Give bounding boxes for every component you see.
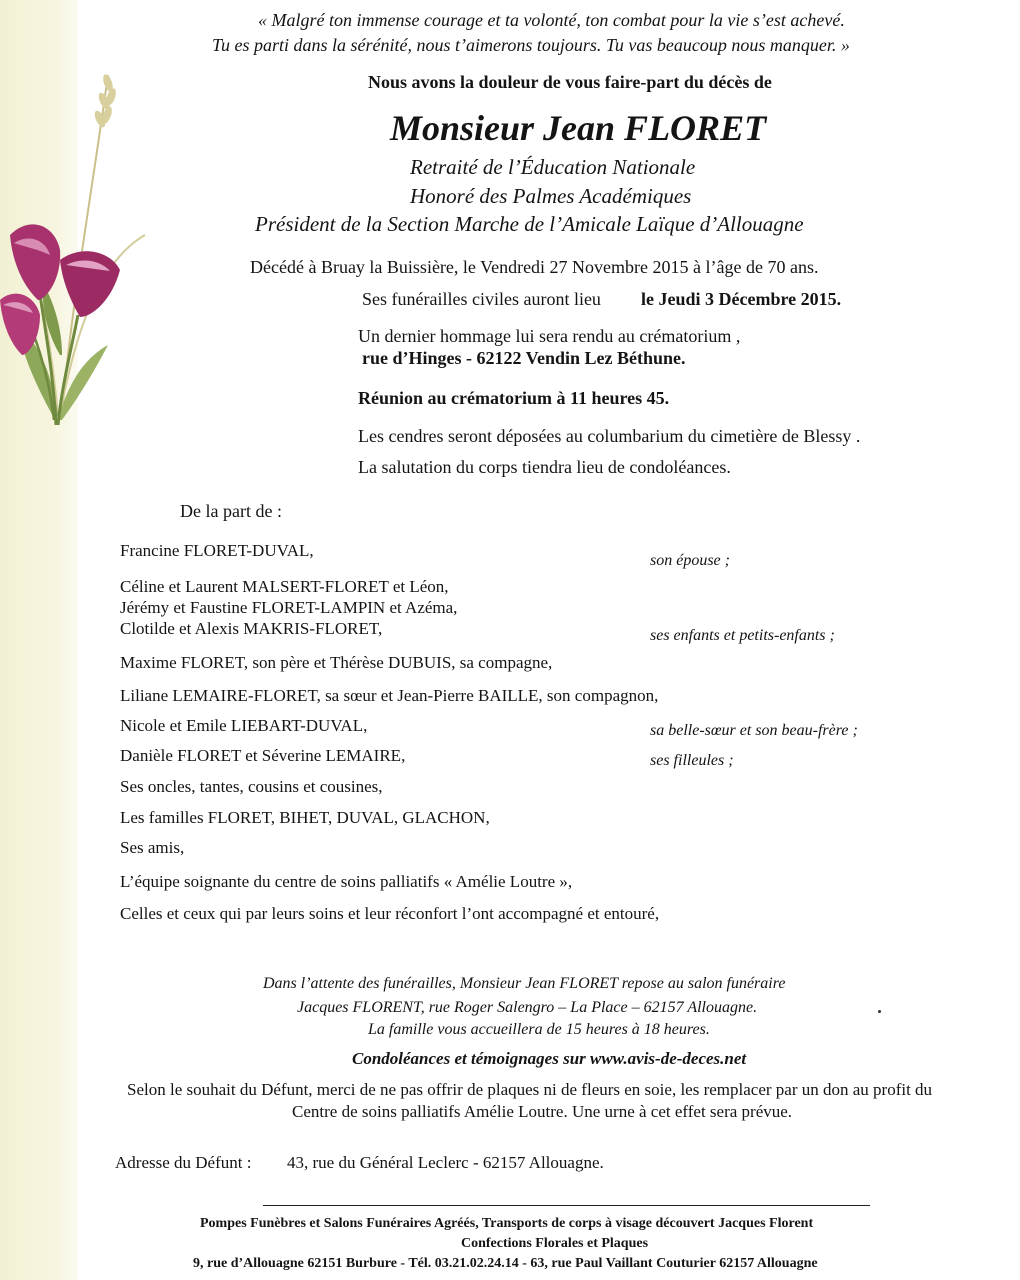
family-line: Liliane LEMAIRE-FLORET, sa sœur et Jean-Pierre BAILLE, son compagnon, [120,686,659,705]
condolences-website: Condoléances et témoignages sur www.avis-de-deces.net [352,1049,747,1068]
scan-dot [878,1010,881,1013]
address-label: Adresse du Défunt : [115,1153,252,1172]
family-line: Ses oncles, tantes, cousins et cousines, [120,777,383,796]
address-value: 43, rue du Général Leclerc - 62157 Allouagne. [287,1153,604,1172]
wish-line-2: Centre de soins palliatifs Amélie Loutre. Une urne à cet effet sera prévue. [292,1102,793,1121]
calla-lily-flower-icon [0,55,150,435]
ashes-statement: Les cendres seront déposées au columbarium du cimetière de Blessy . [358,426,861,446]
funeral-prefix: Ses funérailles civiles auront lieu [362,289,601,309]
funeral-home-line-1: Dans l’attente des funérailles, Monsieur Jean FLORET repose au salon funéraire [263,975,786,992]
family-heading: De la part de : [180,501,282,521]
footer-line-2: Confections Florales et Plaques [461,1236,649,1251]
family-line: Maxime FLORET, son père et Thérèse DUBUIS, sa compagne, [120,653,553,672]
death-statement: Décédé à Bruay la Buissière, le Vendredi 27 Novembre 2015 à l’âge de 70 ans. [250,257,819,277]
funeral-home-line-2: Jacques FLORENT, rue Roger Salengro – La Place – 62157 Allouagne. [297,999,758,1016]
family-line: Celles et ceux qui par leurs soins et leur réconfort l’ont accompagné et entouré, [120,904,660,923]
hommage-line-2: rue d’Hinges - 62122 Vendin Lez Béthune. [362,348,686,368]
quote-line-1: « Malgré ton immense courage et ta volonté, ton combat pour la vie s’est achevé. [258,10,845,30]
family-relation: ses enfants et petits-enfants ; [650,627,835,644]
funeral-date: le Jeudi 3 Décembre 2015. [641,289,842,309]
family-line: Céline et Laurent MALSERT-FLORET et Léon, [120,577,449,596]
family-line: Danièle FLORET et Séverine LEMAIRE, [120,746,406,765]
family-relation: son épouse ; [650,552,730,569]
family-line: Ses amis, [120,838,185,857]
footer-line-3: 9, rue d’Allouagne 62151 Burbure - Tél. 03.21.02.24.14 - 63, rue Paul Vaillant Couturier 62157 Allouagne [193,1256,818,1271]
family-line: Clotilde et Alexis MAKRIS-FLORET, [120,619,383,638]
family-line: Francine FLORET-DUVAL, [120,541,314,560]
family-line: Jérémy et Faustine FLORET-LAMPIN et Azéma, [120,598,458,617]
quote-line-2: Tu es parti dans la sérénité, nous t’aimerons toujours. Tu vas beaucoup nous manquer. » [212,35,850,55]
deceased-title-2: Honoré des Palmes Académiques [410,184,692,208]
family-line: L’équipe soignante du centre de soins palliatifs « Amélie Loutre », [120,872,573,891]
family-relation: ses filleules ; [650,752,734,769]
footer-line-1: Pompes Funèbres et Salons Funéraires Agréés, Transports de corps à visage découvert Jacques Florent [200,1216,814,1231]
funeral-home-line-3: La famille vous accueillera de 15 heures à 18 heures. [368,1021,710,1038]
family-line: Les familles FLORET, BIHET, DUVAL, GLACHON, [120,808,490,827]
reunion-time: Réunion au crématorium à 11 heures 45. [358,388,670,408]
deceased-title-1: Retraité de l’Éducation Nationale [410,155,696,179]
family-line: Nicole et Emile LIEBART-DUVAL, [120,716,368,735]
hommage-line-1: Un dernier hommage lui sera rendu au crématorium , [358,326,741,346]
deceased-title-3: Président de la Section Marche de l’Amicale Laïque d’Allouagne [255,212,804,236]
deceased-name: Monsieur Jean FLORET [390,108,767,148]
wish-line-1: Selon le souhait du Défunt, merci de ne pas offrir de plaques ni de fleurs en soie, les remplacer par un don au profit du [127,1080,933,1099]
footer-divider [263,1205,870,1206]
announcement-intro: Nous avons la douleur de vous faire-part du décès de [368,72,772,92]
family-relation: sa belle-sœur et son beau-frère ; [650,722,858,739]
salutation-statement: La salutation du corps tiendra lieu de condoléances. [358,457,731,477]
